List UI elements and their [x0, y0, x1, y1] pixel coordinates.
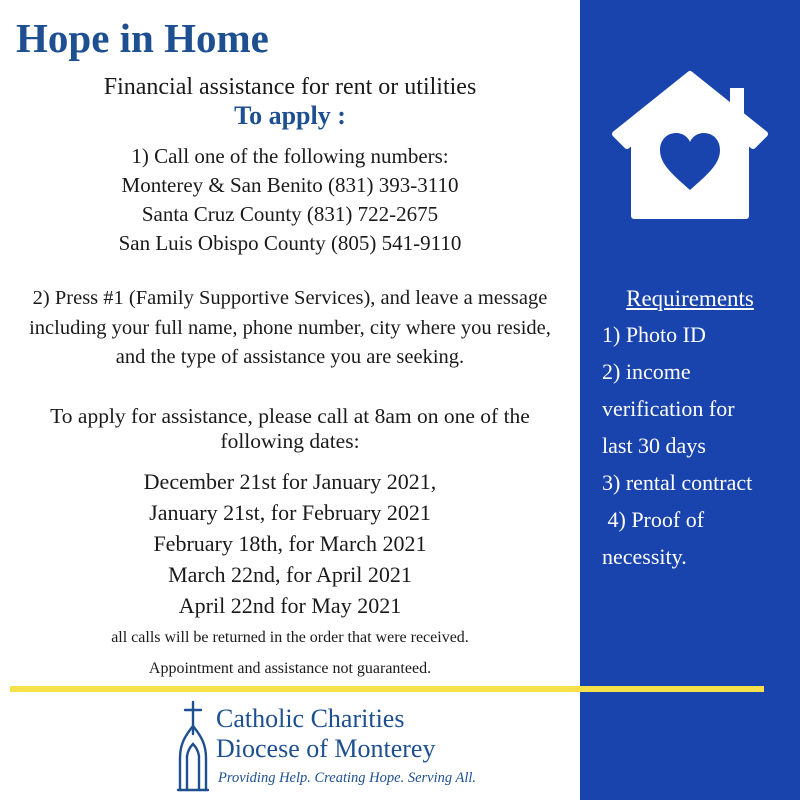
note-callback: all calls will be returned in the order that were received. [111, 629, 469, 646]
date-item: February 18th, for March 2021 [153, 531, 427, 556]
house-heart-icon [610, 70, 770, 220]
step-1-intro: 1) Call one of the following numbers: [131, 144, 449, 168]
date-item: March 22nd, for April 2021 [168, 562, 412, 587]
logo-name [216, 704, 435, 764]
subtitle: Financial assistance for rent or utilities [103, 74, 477, 100]
requirement-item: verification for [602, 396, 735, 421]
logo-name-line-1: Catholic Charities [216, 704, 405, 733]
requirements-title: Requirements [626, 286, 754, 311]
date-item: December 21st for January 2021, [143, 469, 437, 494]
date-item: January 21st, for February 2021 [149, 500, 431, 525]
page-title: Hope in Home [16, 15, 269, 61]
notes-block [0, 622, 580, 684]
step-2-block [0, 284, 580, 373]
requirement-item: 4) Proof of [602, 507, 705, 532]
step-2-text: 2) Press #1 (Family Supportive Services), and leave a message including your full name, phone number, city where you reside, and the type of assistance you are seeking. [29, 287, 551, 368]
date-item: April 22nd for May 2021 [178, 593, 402, 618]
phone-number-santa-cruz: Santa Cruz County (831) 722-2675 [141, 202, 439, 226]
apply-time-text: To apply for assistance, please call at 8am on one of the following dates: [50, 404, 530, 453]
requirement-item: 2) income [602, 359, 691, 384]
dates-list [0, 466, 580, 621]
phone-number-monterey: Monterey & San Benito (831) 393-3110 [121, 173, 459, 197]
requirement-item: necessity. [602, 544, 687, 569]
logo-tagline: Providing Help. Creating Hope. Serving All. [218, 770, 477, 786]
church-cross-logo-icon [176, 700, 210, 792]
note-guarantee: Appointment and assistance not guaranteed. [148, 660, 432, 677]
divider-line [10, 686, 764, 692]
requirements-list [580, 286, 800, 575]
step-1-block [0, 142, 580, 258]
requirement-item: 1) Photo ID [602, 322, 706, 347]
requirement-item: last 30 days [602, 433, 706, 458]
phone-number-slo: San Luis Obispo County (805) 541-9110 [118, 231, 462, 255]
apply-heading: To apply : [234, 101, 346, 130]
logo-name-line-2: Diocese of Monterey [216, 734, 436, 763]
catholic-charities-logo [176, 700, 476, 795]
apply-time-block [0, 404, 580, 454]
requirement-item: 3) rental contract [602, 470, 753, 495]
